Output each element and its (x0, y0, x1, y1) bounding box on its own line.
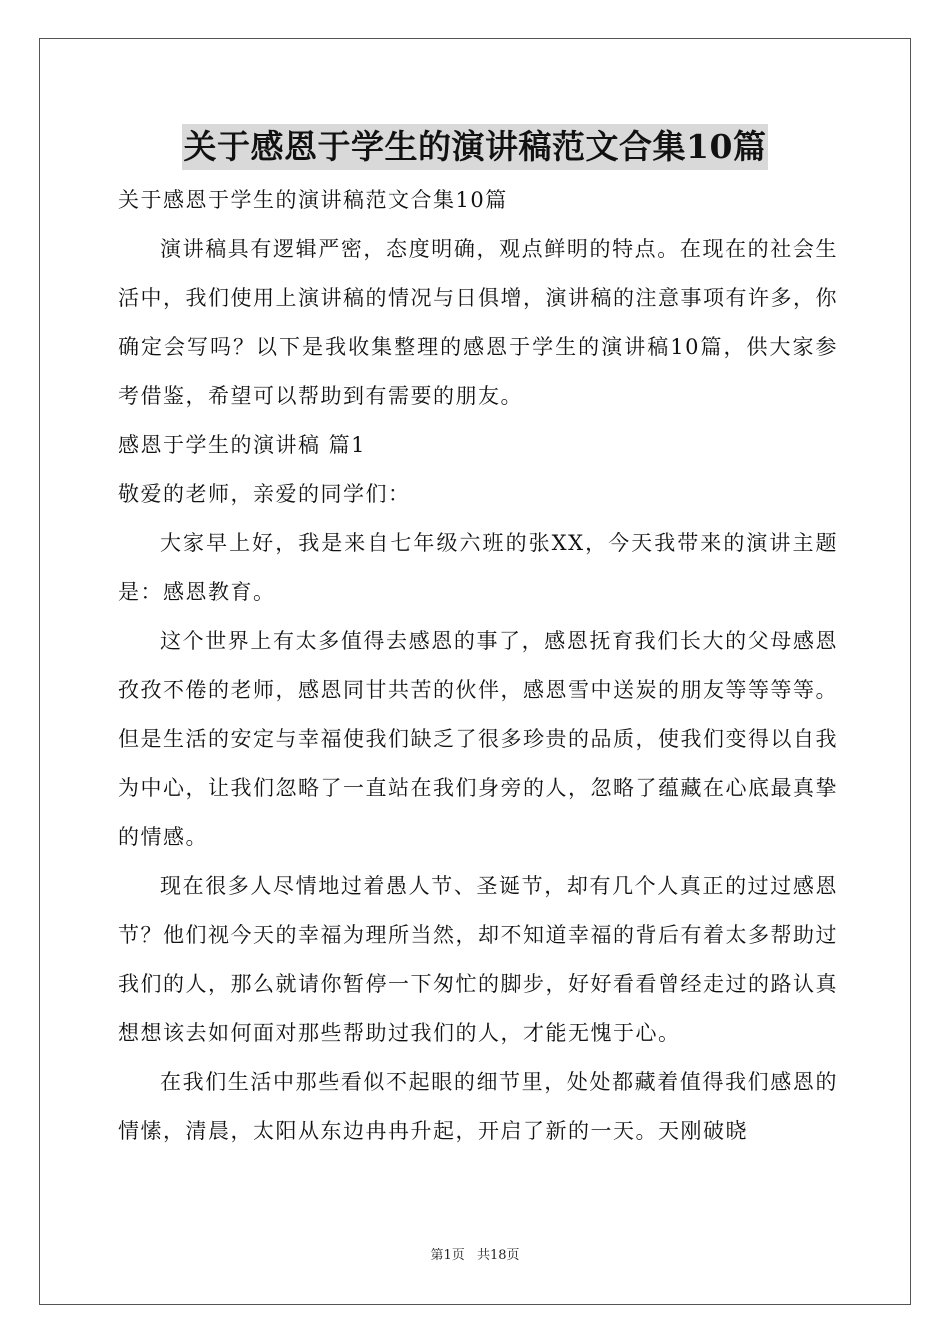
salutation: 敬爱的老师，亲爱的同学们： (118, 482, 411, 506)
title-container (0, 124, 950, 170)
document-subtitle: 关于感恩于学生的演讲稿范文合集10篇 (118, 188, 508, 212)
page-total: 共18页 (476, 1248, 520, 1263)
document-title: 关于感恩于学生的演讲稿范文合集10篇 (182, 124, 769, 170)
body-paragraph: 现在很多人尽情地过着愚人节、圣诞节，却有几个人真正的过过感恩节？他们视今天的幸福为理所当然，却不知道幸福的背后有着太多帮助过我们的人，那么就请你暂停一下匆忙的脚步，好好看看曾经走过的路认真想想该去如何面对那些帮助过我们的人，才能无愧于心。 (118, 874, 838, 1045)
page-number: 第1页 (430, 1248, 465, 1263)
intro-paragraph: 演讲稿具有逻辑严密，态度明确，观点鲜明的特点。在现在的社会生活中，我们使用上演讲稿的情况与日俱增，演讲稿的注意事项有许多，你确定会写吗？以下是我收集整理的感恩于学生的演讲稿10篇，供大家参考借鉴，希望可以帮助到有需要的朋友。 (118, 237, 838, 408)
body-paragraph: 在我们生活中那些看似不起眼的细节里，处处都藏着值得我们感恩的情愫，清晨，太阳从东边冉冉升起，开启了新的一天。天刚破晓 (118, 1070, 838, 1143)
page-footer (0, 1244, 950, 1263)
section-heading: 感恩于学生的演讲稿 篇1 (118, 433, 367, 457)
body-paragraph: 这个世界上有太多值得去感恩的事了，感恩抚育我们长大的父母感恩孜孜不倦的老师，感恩同甘共苦的伙伴，感恩雪中送炭的朋友等等等等。但是生活的安定与幸福使我们缺乏了很多珍贵的品质，使我们变得以自我为中心，让我们忽略了一直站在我们身旁的人，忽略了蕴藏在心底最真挚的情感。 (118, 629, 838, 849)
body-paragraph: 大家早上好，我是来自七年级六班的张XX，今天我带来的演讲主题是：感恩教育。 (118, 531, 838, 604)
document-body (118, 176, 838, 1156)
